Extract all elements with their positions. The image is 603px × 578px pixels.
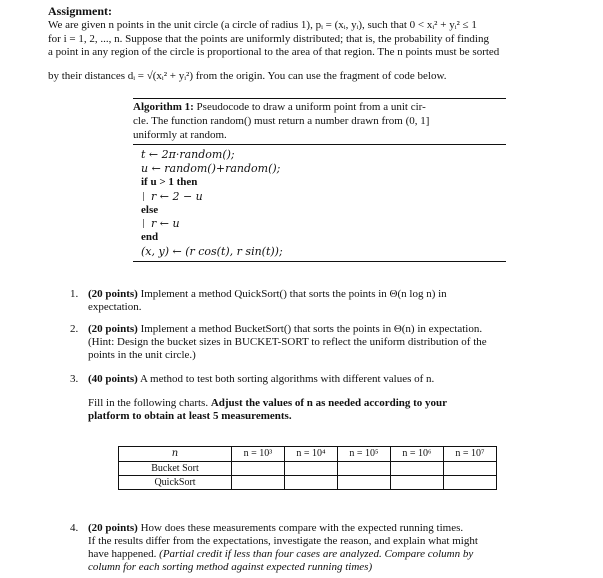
question-1-line-1 — [88, 288, 447, 301]
question-3-text-1: A method to test both sorting algorithms with different values of n. — [137, 373, 435, 385]
table-row-label: QuickSort — [119, 476, 232, 490]
code-line-3: if u > 1 then — [141, 176, 198, 188]
question-3-line-1 — [88, 373, 434, 386]
question-4-points: (20 points) — [88, 522, 138, 534]
table-cell[interactable] — [285, 462, 338, 476]
intro-line-3: a point in any region of the circle is proportional to the area of that region. The n points must be sorted — [48, 46, 500, 58]
table-col-header: n = 10⁵ — [338, 447, 391, 462]
table-cell[interactable] — [444, 476, 497, 490]
algo-caption-line-2: cle. The function random() must return a number drawn from (0, 1] — [133, 115, 430, 127]
table-col-header: n = 10³ — [232, 447, 285, 462]
code-line-4: r ← 2 − u — [151, 190, 203, 203]
question-2-number: 2. — [70, 323, 79, 335]
table-cell[interactable] — [338, 476, 391, 490]
code-line-2: u ← random()+random(); — [141, 162, 281, 175]
question-3-fill-line-2: platform to obtain at least 5 measurements. — [88, 410, 292, 422]
table-row — [119, 462, 497, 476]
algo-bottom-rule — [133, 261, 506, 262]
code-line-7: end — [141, 231, 159, 243]
intro-line-4-post: from the origin. You can use the fragment of code below. — [193, 70, 447, 82]
intro-line-1: We are given n points in the unit circle (a circle of radius 1), pᵢ = (xᵢ, yᵢ), such that 0 < xᵢ² + yᵢ² ≤ 1 — [48, 19, 477, 31]
question-1-line-2: expectation. — [88, 301, 142, 313]
question-4-text-3: have happened. — [88, 548, 160, 560]
table-cell[interactable] — [391, 476, 444, 490]
question-2-points: (20 points) — [88, 323, 138, 335]
distance-formula: √(xᵢ² + yᵢ²) — [146, 70, 193, 82]
question-2-line-2: (Hint: Design the bucket sizes in BUCKET-SORT to reflect the uniform distribution of the — [88, 336, 487, 348]
algo-caption-line-1 — [133, 101, 426, 114]
question-3-fill-line-1 — [88, 397, 447, 410]
algo-mid-rule — [133, 144, 506, 145]
table-cell[interactable] — [285, 476, 338, 490]
table-cell[interactable] — [232, 462, 285, 476]
algo-top-rule — [133, 98, 506, 99]
question-4-number: 4. — [70, 522, 79, 534]
question-3-fill-plain: Fill in the following charts. — [88, 397, 211, 409]
measurements-table — [118, 446, 497, 490]
table-col-header: n = 10⁷ — [444, 447, 497, 462]
question-2-line-3: points in the unit circle.) — [88, 349, 196, 361]
question-4-text-1: How does these measurements compare with the expected running times. — [137, 522, 464, 534]
table-cell[interactable] — [391, 462, 444, 476]
code-line-1: t ← 2π·random(); — [141, 148, 235, 161]
intro-line-4 — [48, 70, 446, 83]
algorithm-box — [133, 98, 506, 262]
code-line-6: r ← u — [151, 217, 180, 230]
question-1-number: 1. — [70, 288, 79, 300]
question-2-line-1 — [88, 323, 482, 336]
table-cell[interactable] — [338, 462, 391, 476]
question-4-italic-1: (Partial credit if less than four cases are analyzed. Compare column by — [159, 548, 474, 560]
table-cell[interactable] — [232, 476, 285, 490]
table-header-row — [119, 447, 497, 462]
code-indent-bar-2 — [143, 219, 144, 228]
table-cell[interactable] — [444, 462, 497, 476]
question-1-points: (20 points) — [88, 288, 138, 300]
intro-line-4-pre: by their distances dᵢ = — [48, 70, 147, 82]
question-4-line-1 — [88, 522, 463, 535]
table-corner-cell: n — [119, 447, 232, 462]
code-line-8: (x, y) ← (r cos(t), r sin(t)); — [141, 245, 283, 258]
question-4-line-3 — [88, 548, 473, 561]
algo-caption-line-3: uniformly at random. — [133, 129, 227, 141]
assignment-title: Assignment: — [48, 4, 113, 18]
question-4-line-4: column for each sorting method against expected running times) — [88, 561, 373, 573]
question-4-line-2: If the results differ from the expectations, investigate the reason, and explain what might — [88, 535, 478, 547]
algo-caption-label: Algorithm 1: — [133, 101, 194, 113]
table-col-header: n = 10⁴ — [285, 447, 338, 462]
algo-caption-text-1: Pseudocode to draw a uniform point from a unit cir- — [193, 101, 426, 113]
question-3-number: 3. — [70, 373, 79, 385]
question-3-fill-bold-1: Adjust the values of n as needed according to your — [210, 397, 448, 409]
code-line-5: else — [141, 204, 159, 216]
question-3-points: (40 points) — [88, 373, 138, 385]
intro-line-2: for i = 1, 2, ..., n. Suppose that the points are uniformly distributed; that is, the probability of finding — [48, 33, 489, 45]
question-1-text-1: Implement a method QuickSort() that sorts the points in Θ(n log n) in — [137, 288, 447, 300]
table-row-label: Bucket Sort — [119, 462, 232, 476]
code-indent-bar-1 — [143, 192, 144, 201]
table-row — [119, 476, 497, 490]
question-2-text-1: Implement a method BucketSort() that sorts the points in Θ(n) in expectation. — [137, 323, 483, 335]
table-col-header: n = 10⁶ — [391, 447, 444, 462]
